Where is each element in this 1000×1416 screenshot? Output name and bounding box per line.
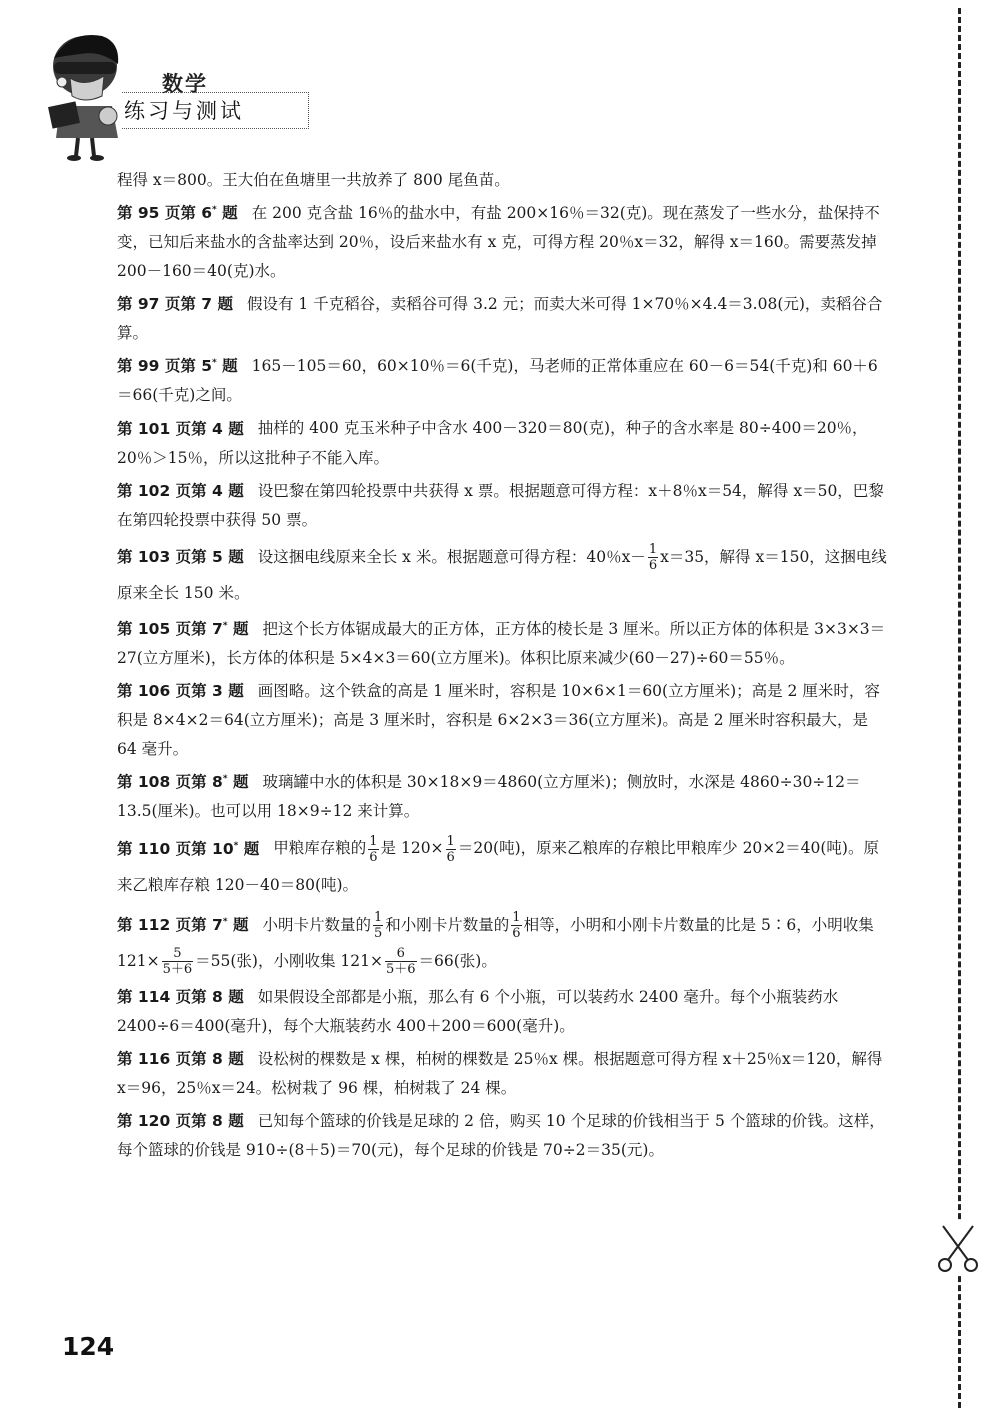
answer-item [117, 411, 891, 472]
answer-text: 抽样的 400 克玉米种子中含水 400－320＝80(克)，种子的含水率是 80÷400＝20％，20％＞15％，所以这批种子不能入库。 [117, 419, 868, 467]
question-label: 第 99 页第 5* 题 [117, 357, 238, 376]
question-label: 第 105 页第 7* 题 [117, 620, 249, 639]
fraction: $\frac{1}{6}$ [648, 542, 658, 574]
answer-text: ＝66(张)。 [418, 951, 497, 970]
answer-text: 甲粮库存粮的 [273, 839, 367, 858]
answer-text: ＝20(吨)，原来乙粮库的存粮比甲粮库少 20×2＝40(吨)。原来乙粮库存粮 120－40＝80(吨)。 [117, 839, 879, 894]
page-header [40, 28, 310, 163]
answer-text: 在 200 克含盐 16％的盐水中，有盐 200×16％＝32(克)。现在蒸发了一些水分，盐保持不变，已知后来盐水的含盐率达到 20％，设后来盐水有 x 克，可得方程 20％x＝32，解得 x＝160。需要蒸发掉 200－160＝40(克)水。 [117, 204, 880, 281]
answer-text: 是 120× [380, 839, 444, 858]
answer-text: 小明卡片数量的 [262, 915, 371, 934]
subject-title: 数学 [162, 72, 208, 96]
fraction: $\frac{1}{6}$ [369, 834, 378, 866]
answer-text: 玻璃罐中水的体积是 30×18×9＝4860(立方厘米)；侧放时，水深是 4860÷30÷12＝13.5(厘米)。也可以用 18×9÷12 来计算。 [117, 773, 861, 821]
answer-text: 设松树的棵数是 x 棵，柏树的棵数是 25％x 棵。根据题意可得方程 x＋25％x＝120，解得 x＝96，25％x＝24。松树栽了 96 棵，柏树栽了 24 棵。 [117, 1050, 883, 1098]
question-label: 第 114 页第 8 题 [117, 987, 244, 1006]
question-label: 第 108 页第 8* 题 [117, 773, 249, 792]
book-title: 练习与测试 [124, 99, 244, 123]
answer-text: 如果假设全部都是小瓶，那么有 6 个小瓶，可以装药水 2400 毫升。每个小瓶装药水 2400÷6＝400(毫升)，每个大瓶装药水 400＋200＝600(毫升)。 [117, 987, 839, 1035]
question-label: 第 106 页第 3 题 [117, 682, 244, 701]
answer-item [117, 474, 891, 535]
answer-item [117, 612, 891, 673]
question-label: 第 116 页第 8 题 [117, 1050, 244, 1069]
book-title-box [122, 92, 309, 129]
answer-text: x＝35，解得 x＝150，这捆电线原来全长 150 米。 [117, 547, 887, 602]
answer-item [117, 980, 891, 1041]
question-label: 第 101 页第 4 题 [117, 419, 244, 438]
question-label: 第 120 页第 8 题 [117, 1112, 244, 1131]
answer-text: 已知每个篮球的价钱是足球的 2 倍，购买 10 个足球的价钱相当于 5 个篮球的价钱。这样，每个篮球的价钱是 910÷(8＋5)＝70(元)，每个足球的价钱是 70÷2＝35(元)。 [117, 1112, 885, 1160]
fraction: $\frac{6}{5+6}$ [385, 946, 416, 978]
answer-item [117, 349, 891, 410]
answer-text: 假设有 1 千克稻谷，卖稻谷可得 3.2 元；而卖大米可得 1×70％×4.4＝3.08(元)，卖稻谷合算。 [117, 295, 883, 343]
answer-text: 和小刚卡片数量的 [385, 915, 510, 934]
question-label: 第 95 页第 6* 题 [117, 204, 238, 223]
answer-item [117, 674, 891, 764]
question-label: 第 112 页第 7* 题 [117, 915, 249, 934]
answer-text: 设这捆电线原来全长 x 米。根据题意可得方程：40％x－ [257, 547, 646, 566]
answer-item [117, 904, 891, 979]
answer-text: 设巴黎在第四轮投票中共获得 x 票。根据题意可得方程：x＋8％x＝54，解得 x＝50，巴黎在第四轮投票中获得 50 票。 [117, 481, 884, 529]
answer-item [117, 196, 891, 286]
cut-line [958, 8, 961, 1408]
answer-text: 把这个长方体锯成最大的正方体，正方体的棱长是 3 厘米。所以正方体的体积是 3×3×3＝27(立方厘米)，长方体的体积是 5×4×3＝60(立方厘米)。体积比原来减少(60－27)÷60＝55％。 [117, 620, 886, 668]
answer-content [117, 166, 891, 1166]
fraction: $\frac{1}{5}$ [373, 910, 383, 942]
answer-item [117, 827, 891, 902]
answer-item [117, 1042, 891, 1103]
answer-text: 相等，小明和小刚卡片数量的比是 5∶6，小明收集 121× [117, 915, 874, 970]
question-label: 第 102 页第 4 题 [117, 481, 244, 500]
answer-item [117, 287, 891, 348]
fraction: $\frac{1}{6}$ [512, 910, 521, 942]
answer-text: 165－105＝60，60×10％＝6(千克)，马老师的正常体重应在 60－6＝54(千克)和 60＋6＝66(千克)之间。 [117, 357, 878, 405]
answer-text: ＝55(张)，小刚收集 121× [195, 951, 383, 970]
intro-line: 程得 x＝800。王大伯在鱼塘里一共放养了 800 尾鱼苗。 [117, 171, 510, 189]
question-label: 第 97 页第 7 题 [117, 295, 233, 314]
fraction: $\frac{1}{6}$ [446, 834, 455, 866]
answer-item [117, 765, 891, 826]
answer-item [117, 536, 891, 611]
answer-item [117, 1104, 891, 1165]
answer-text: 画图略。这个铁盒的高是 1 厘米时，容积是 10×6×1＝60(立方厘米)；高是 2 厘米时，容积是 8×4×2＝64(立方厘米)；高是 3 厘米时，容积是 6×2×3＝36(立方厘米)。高是 2 厘米时容积最大，是 64 毫升。 [117, 682, 880, 759]
page-number: 124 [62, 1332, 115, 1361]
question-label: 第 110 页第 10* 题 [117, 839, 260, 858]
fraction: $\frac{5}{5+6}$ [162, 946, 193, 978]
question-label: 第 103 页第 5 题 [117, 547, 244, 566]
scissors-icon [935, 1222, 981, 1274]
